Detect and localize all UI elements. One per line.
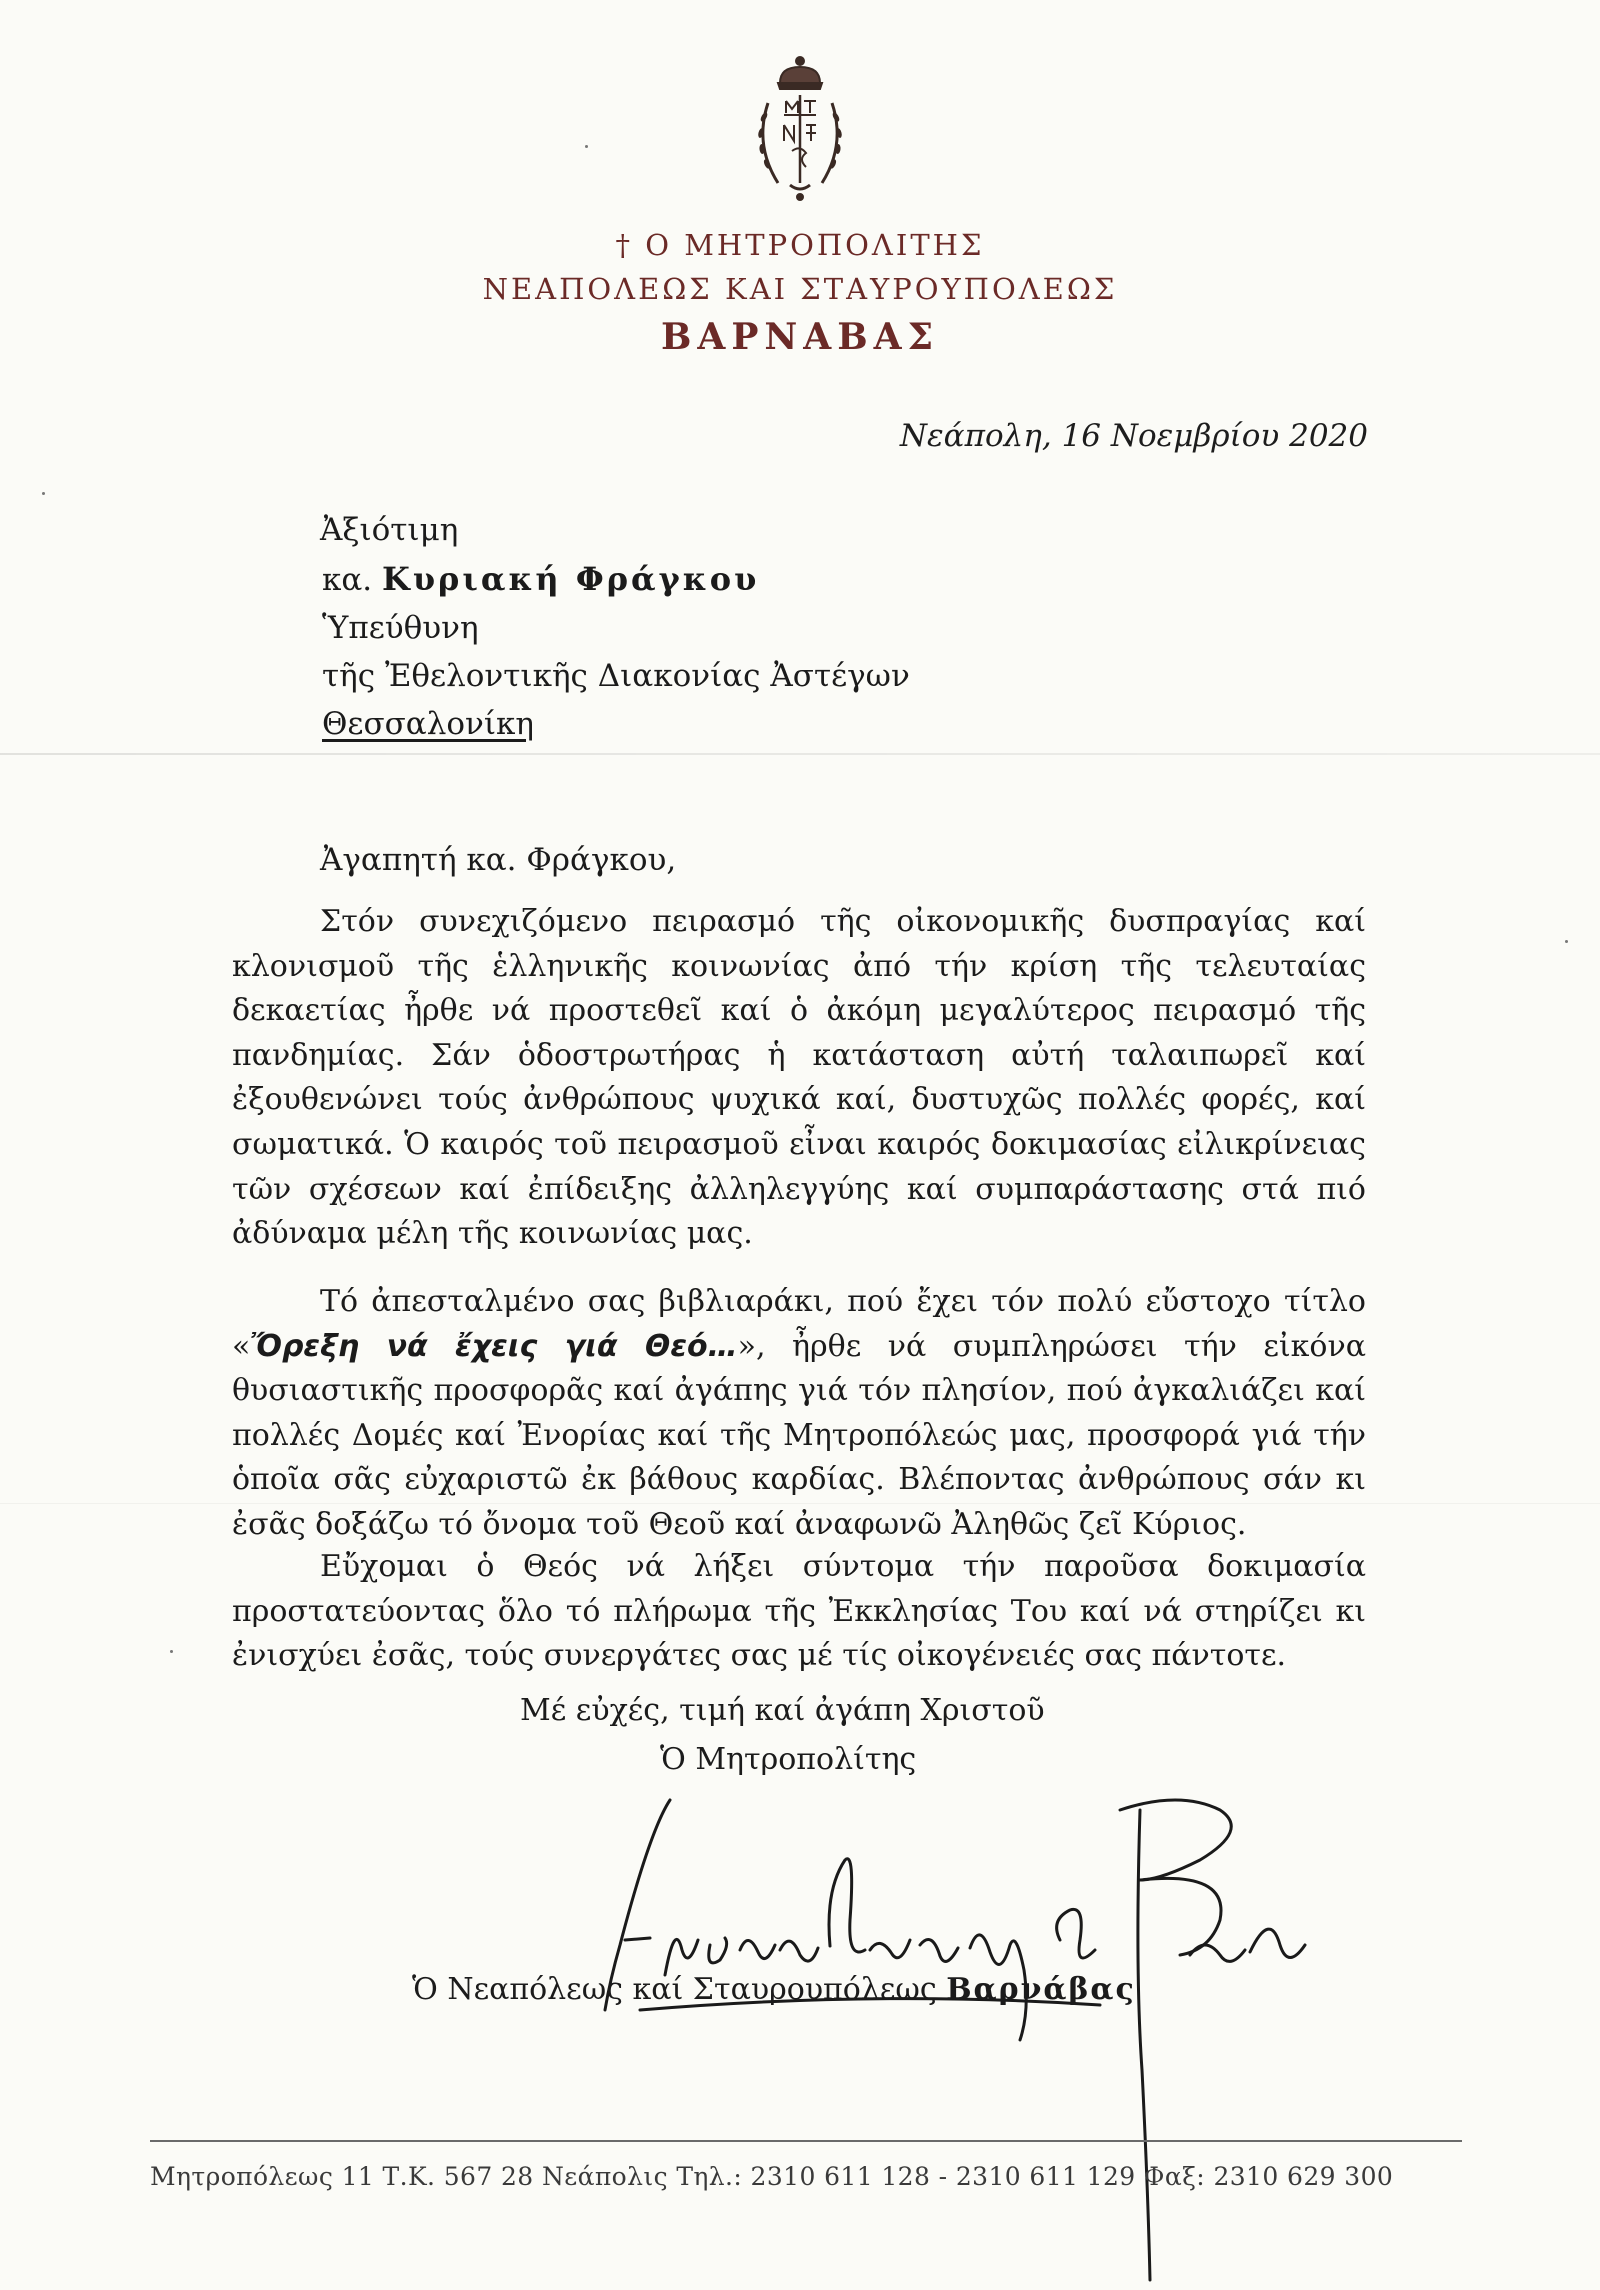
signer-line	[412, 1972, 1136, 2007]
letterhead-title: † Ο ΜΗΤΡΟΠΟΛΙΤΗΣ	[615, 228, 985, 262]
closing-wishes: Μέ εὐχές, τιμή καί ἀγάπη Χριστοῦ	[520, 1693, 1045, 1728]
recipient-name: Κυριακή Φράγκου	[382, 560, 760, 598]
paragraph-text: Εὔχομαι ὁ Θεός νά λήξει σύντομα τήν παροῦσα δοκιμασία προστατεύοντας ὅλο τό πλήρωμα τῆς Ἐκκλησίας Του καί νά στηρίζει κι ἐνισχύει ἐσᾶς, τούς συνεργάτες σας μέ τίς οἰκογένειές σας πάντοτε.	[232, 1549, 1366, 1674]
paper-speck	[585, 145, 588, 148]
paper-speck	[42, 492, 45, 495]
salutation: Ἀγαπητή κα. Φράγκου,	[320, 842, 677, 878]
recipient-organization: τῆς Ἐθελοντικῆς Διακονίας Ἀστέγων	[322, 658, 910, 694]
recipient-name-line	[322, 560, 759, 598]
signer-prefix: Ὁ Νεαπόλεως καί Σταυρουπόλεως	[412, 1972, 937, 2007]
signer-name: Βαρνάβας	[946, 1972, 1136, 2007]
book-title: Ὄρεξη νά ἔχεις γιά Θεό…	[250, 1328, 738, 1364]
recipient-honorific: Ἀξιότιμη	[320, 512, 459, 548]
letterhead-diocese: ΝΕΑΠΟΛΕΩΣ ΚΑΙ ΣΤΑΥΡΟΥΠΟΛΕΩΣ	[482, 272, 1118, 306]
recipient-role: Ὑπεύθυνη	[322, 610, 479, 646]
footer-divider	[150, 2140, 1462, 2142]
body-paragraph-3	[232, 1545, 1366, 1679]
handwritten-signature	[580, 1770, 1320, 2290]
paper-fold-line	[0, 753, 1600, 755]
letterhead-name: ΒΑΡΝΑΒΑΣ	[660, 316, 940, 358]
closing-title: Ὁ Μητροπολίτης	[660, 1742, 917, 1777]
body-paragraph-2	[232, 1280, 1366, 1548]
body-paragraph-1	[232, 900, 1366, 1257]
paragraph-text-start: Τό ἀπεσταλμένο σας βιβλιαράκι, πού ἔχει τόν πολύ εὔστοχο τίτλο «	[232, 1284, 1366, 1364]
paragraph-text: Στόν συνεχιζόμενο πειρασμό τῆς οἰκονομικῆς δυσπραγίας καί κλονισμοῦ τῆς ἑλληνικῆς κοινωνίας ἀπό τήν κρίση τῆς τελευταίας δεκαετίας ἦρθε νά προστεθεῖ καί ὁ ἀκόμη μεγαλύτερος πειρασμό τῆς πανδημίας. Σάν ὁδοστρωτήρας ἡ κατάσταση αὐτή ταλαιπωρεῖ καί ἐξουθενώνει τούς ἀνθρώπους ψυχικά καί, δυστυχῶς πολλές φορές, καί σωματικά. Ὁ καιρός τοῦ πειρασμοῦ εἶναι καιρός δοκιμασίας εἰλικρίνειας τῶν σχέσεων καί ἐπίδειξης ἀλληλεγγύης καί συμπαράστασης στά πιό ἀδύναμα μέλη τῆς κοινωνίας μας.	[232, 904, 1366, 1252]
letter-date: Νεάπολη, 16 Νοεμβρίου 2020	[899, 418, 1368, 454]
paper-speck	[1565, 940, 1568, 943]
paragraph-text-end: », ἦρθε νά συμπληρώσει τήν εἰκόνα θυσιαστικῆς προσφορᾶς καί ἀγάπης γιά τόν πλησίον, πού ἀγκαλιάζει καί πολλές Δομές καί Ἐνορίας καί τῆς Μητροπόλεώς μας, προσφορά γιά τήν ὁποῖα σᾶς εὐχαριστῶ ἐκ βάθους καρδίας. Βλέποντας ἀνθρώπους σάν κι ἐσᾶς δοξάζω τό ὄνομα τοῦ Θεοῦ καί ἀναφωνῶ Ἀληθῶς ζεῖ Κύριος.	[232, 1328, 1366, 1542]
recipient-title: κα.	[322, 562, 373, 598]
paper-speck	[170, 1650, 173, 1653]
bishop-monogram-crown-wreath-icon	[740, 55, 860, 205]
footer-contact: Μητροπόλεως 11 Τ.Κ. 567 28 Νεάπολις Τηλ.: 2310 611 128 - 2310 611 129 Φαξ: 2310 629 300	[150, 2162, 1394, 2191]
paragraph-text	[232, 1280, 1366, 1548]
recipient-city: Θεσσαλονίκη	[322, 706, 534, 742]
